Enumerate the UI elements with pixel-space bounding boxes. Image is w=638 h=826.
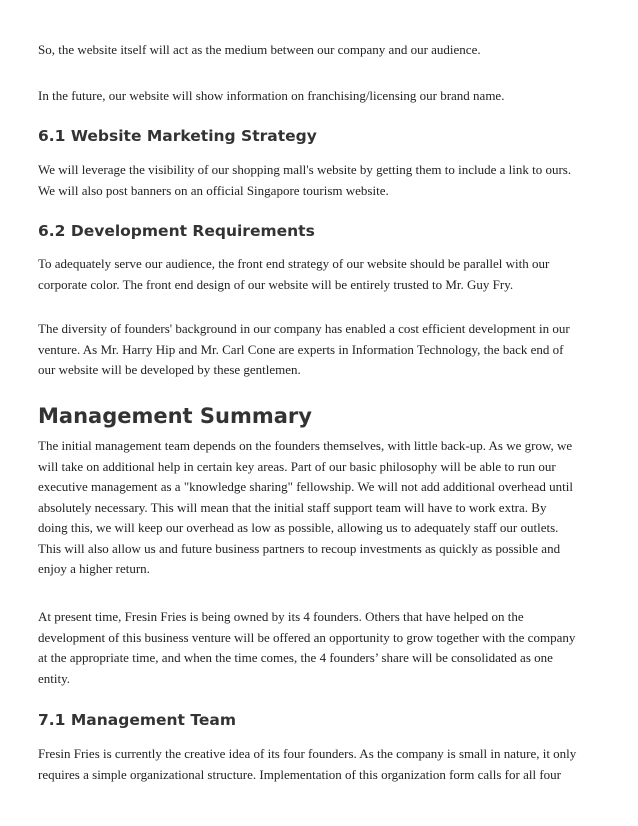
text-line: We will leverage the visibility of our shopping mall's website by getting them to include a link to ours. [38,162,572,177]
section-6-1-paragraph [38,160,571,201]
text-line: executive management as a "knowledge sharing" fellowship. We will not add additional overhead until [38,479,573,494]
text-line: Fresin Fries is currently the creative idea of its four founders. As the company is small in nature, it only [38,746,577,761]
text-line: At present time, Fresin Fries is being owned by its 4 founders. Others that have helped on the [38,609,524,624]
text-line: The initial management team depends on the founders themselves, with little back-up. As we grow, we [38,438,573,453]
text-line: our website will be developed by these gentlemen. [38,362,301,377]
section-heading-7-1: 7.1 Management Team [38,711,236,729]
management-summary-paragraph-2 [38,607,575,689]
section-6-2-paragraph-1 [38,254,549,295]
text-line: This will also allow us and future business partners to recoup investments as quickly as possible and [38,540,561,556]
text-line: corporate color. The front end design of our website will be entirely trusted to Mr. Guy Fry. [38,276,514,292]
text-line: entity. [38,670,71,686]
section-heading-6-1: 6.1 Website Marketing Strategy [38,127,317,145]
text-line: at the appropriate time, and when the time comes, the 4 founders’ share will be consolidated as one [38,650,553,665]
text-line: enjoy a higher return. [38,561,150,576]
text-line: To adequately serve our audience, the front end strategy of our website should be parallel with our [38,256,550,271]
management-summary-paragraph-1 [38,436,573,580]
text-line: We will also post banners on an official Singapore tourism website. [38,182,389,198]
text-line: In the future, our website will show information on franchising/licensing our brand name. [38,88,505,103]
text-line: doing this, we will keep our overhead as low as possible, allowing us to adequately staff our outlets. [38,520,559,535]
text-line: So, the website itself will act as the medium between our company and our audience. [38,42,481,57]
intro-paragraph-1 [38,40,481,61]
text-line: The diversity of founders' background in our company has enabled a cost efficient development in our [38,321,570,336]
management-summary-heading: Management Summary [38,404,312,428]
section-6-2-paragraph-2 [38,319,570,381]
text-line: absolutely necessary. This will mean that the initial staff support team will have to work extra. By [38,499,547,515]
section-7-1-paragraph [38,744,576,785]
text-line: venture. As Mr. Harry Hip and Mr. Carl Cone are experts in Information Technology, the back end of [38,341,564,357]
intro-paragraph-2 [38,86,504,107]
section-heading-6-2: 6.2 Development Requirements [38,222,315,240]
text-line: development of this business venture will be offered an opportunity to grow together with the company [38,629,576,645]
text-line: will take on additional help in certain key areas. Part of our basic philosophy will be able to run our [38,458,556,474]
text-line: requires a simple organizational structure. Implementation of this organization form calls for all four [38,766,561,782]
